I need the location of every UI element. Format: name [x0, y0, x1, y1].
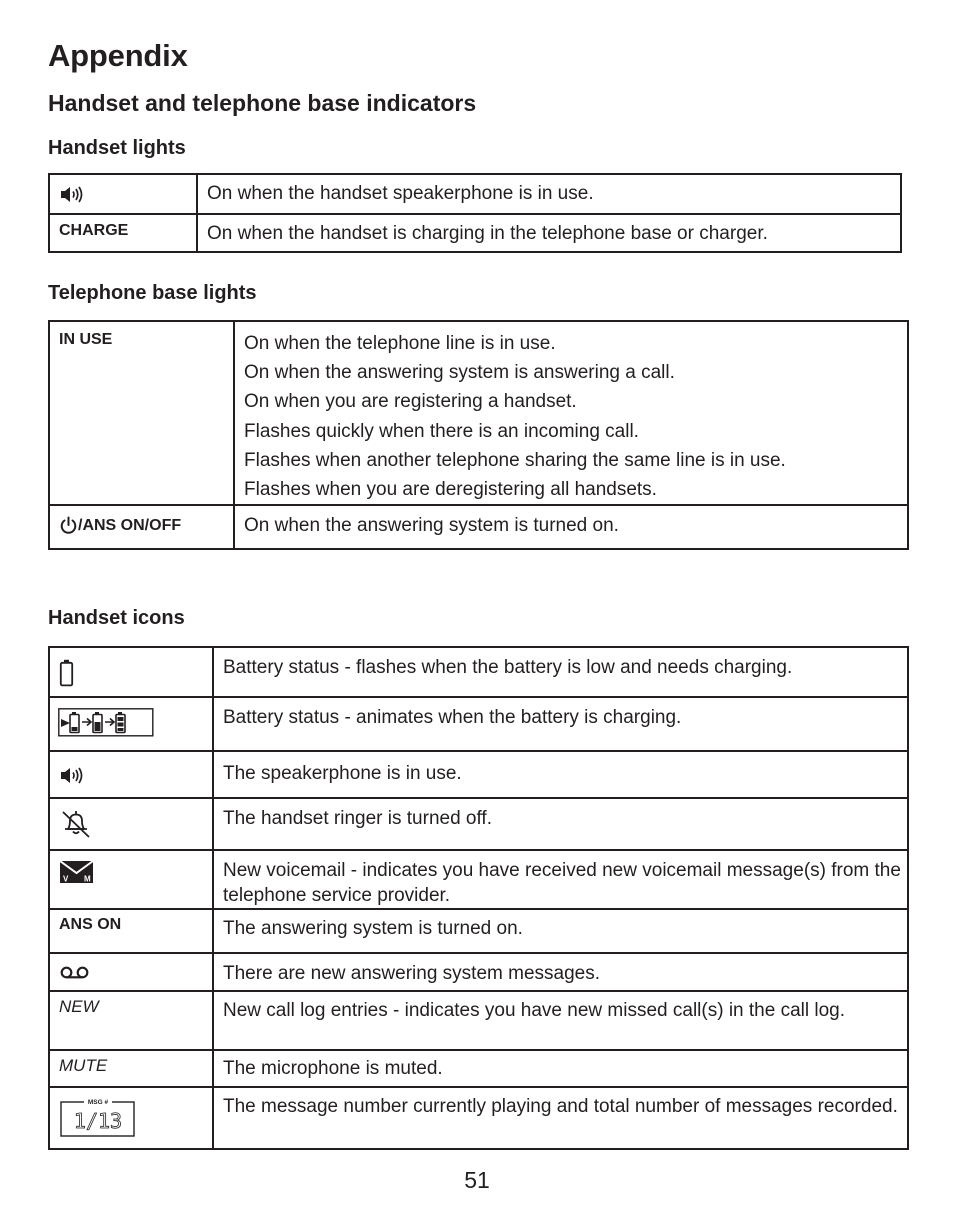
in-use-label: IN USE — [59, 331, 113, 348]
battery-low-icon — [59, 659, 75, 687]
table-row — [49, 1087, 908, 1149]
speaker-icon — [60, 185, 84, 204]
indicator-cell — [49, 697, 213, 751]
description-cell: There are new answering system messages. — [213, 953, 908, 991]
ans-on-label: ANS ON — [59, 916, 122, 933]
mute-label: MUTE — [59, 1056, 108, 1075]
indicator-cell — [49, 1050, 213, 1087]
handset-icons-heading: Handset icons — [48, 607, 185, 629]
description-cell: Battery status - flashes when the battery is low and needs charging. — [213, 647, 908, 697]
table-row — [49, 991, 908, 1050]
indicator-cell — [49, 751, 213, 798]
page-number: 51 — [464, 1167, 490, 1193]
new-label: NEW — [59, 997, 99, 1016]
description-line: Flashes when another telephone sharing the same line is in use. — [244, 449, 786, 471]
handset-lights-table — [48, 173, 902, 253]
description-cell: On when the answering system is turned on. — [234, 505, 908, 549]
table-row — [49, 751, 908, 798]
description-cell: New voicemail - indicates you have received new voicemail message(s) from the telephone service provider. — [213, 850, 908, 909]
description-cell: The answering system is turned on. — [213, 909, 908, 953]
table-row — [49, 321, 908, 505]
message-counter-icon — [60, 1096, 136, 1138]
indicator-cell — [49, 321, 234, 505]
description-cell: The speakerphone is in use. — [213, 751, 908, 798]
battery-charging-animation-icon — [58, 708, 154, 738]
description-cell: The microphone is muted. — [213, 1050, 908, 1087]
indicator-cell — [49, 953, 213, 991]
table-row — [49, 647, 908, 697]
description-cell: On when the handset speakerphone is in use. — [197, 174, 901, 214]
table-row — [49, 1050, 908, 1087]
table-row — [49, 850, 908, 909]
voicemail-v-letter: V — [63, 874, 69, 884]
msg-number-caption: MSG # — [87, 1099, 109, 1106]
indicator-cell — [49, 174, 197, 214]
description-cell: The handset ringer is turned off. — [213, 798, 908, 850]
description-line: Flashes when you are deregistering all handsets. — [244, 479, 657, 501]
msg-counter-value: 1/13 — [73, 1109, 123, 1133]
section-subtitle: Handset and telephone base indicators — [48, 90, 477, 116]
base-lights-table — [48, 320, 909, 550]
answering-machine-tape-icon — [60, 966, 90, 980]
ringer-off-icon — [59, 808, 93, 840]
table-row — [49, 697, 908, 751]
charge-label: CHARGE — [59, 222, 129, 239]
description-cell: The message number currently playing and total number of messages recorded. — [213, 1087, 908, 1149]
indicator-cell — [49, 647, 213, 697]
description-cell: Battery status - animates when the battery is charging. — [213, 697, 908, 751]
description-line: On when the telephone line is in use. — [244, 333, 556, 354]
description-line: On when you are registering a handset. — [244, 391, 577, 413]
indicator-cell — [49, 991, 213, 1050]
table-row — [49, 909, 908, 953]
description-cell — [234, 321, 908, 505]
handset-lights-heading: Handset lights — [48, 137, 186, 159]
indicator-cell — [49, 505, 234, 549]
power-icon — [59, 516, 78, 535]
handset-icons-table — [48, 646, 909, 1150]
indicator-cell — [49, 1087, 213, 1149]
indicator-cell — [49, 214, 197, 252]
description-cell: New call log entries - indicates you have new missed call(s) in the call log. — [213, 991, 908, 1050]
indicator-cell — [49, 850, 213, 909]
voicemail-envelope-icon — [59, 860, 95, 884]
indicator-cell — [49, 909, 213, 953]
table-row — [49, 214, 901, 252]
description-cell: On when the handset is charging in the telephone base or charger. — [197, 214, 901, 252]
base-lights-heading: Telephone base lights — [48, 282, 257, 304]
description-line: On when the answering system is answering a call. — [244, 362, 675, 384]
page-title: Appendix — [48, 38, 188, 73]
table-row — [49, 505, 908, 549]
table-row — [49, 798, 908, 850]
table-row — [49, 174, 901, 214]
table-row — [49, 953, 908, 991]
description-line: Flashes quickly when there is an incoming call. — [244, 420, 639, 442]
voicemail-m-letter: M — [84, 874, 91, 884]
speaker-icon — [60, 766, 84, 785]
indicator-cell — [49, 798, 213, 850]
ans-on-off-label: /ANS ON/OFF — [78, 516, 182, 534]
